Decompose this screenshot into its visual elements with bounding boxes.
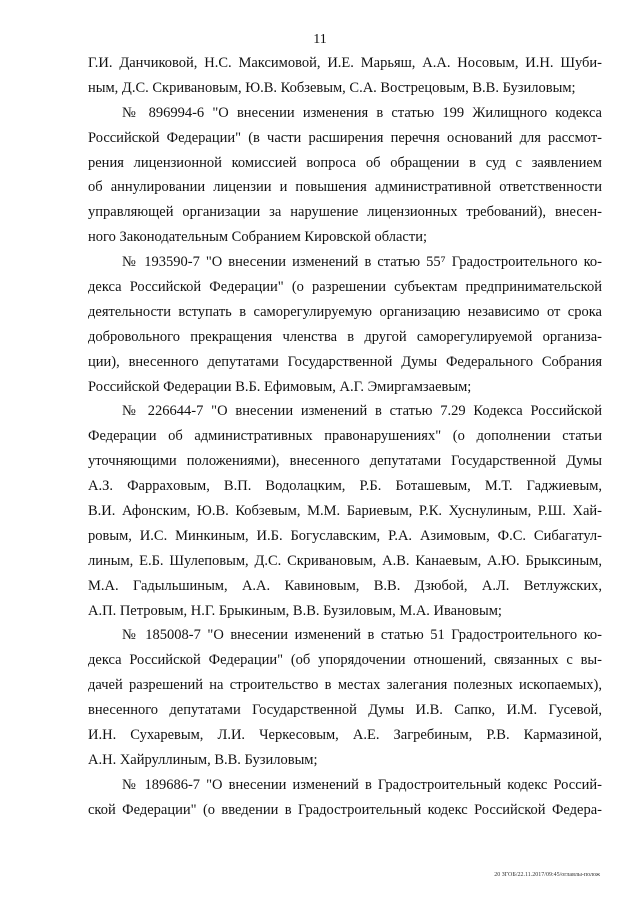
text-line: ской Федерации" (о введении в Градостроительный кодекс Российской Федера- xyxy=(88,801,602,818)
text-line: ровым, И.С. Минкиным, И.Б. Богуславским, Р.А. Азимовым, Ф.С. Сибагатул- xyxy=(88,527,602,544)
text-line: ного Законодательным Собранием Кировской области; xyxy=(88,229,427,246)
text-line: № 896994-6 "О внесении изменения в статью 199 Жилищного кодекса xyxy=(122,104,602,121)
page-number: 11 xyxy=(313,32,327,47)
text-line: декса Российской Федерации" (об упорядочении отношений, связанных с вы- xyxy=(88,652,602,669)
text-line: ным, Д.С. Скривановым, Ю.В. Кобзевым, С.А. Вострецовым, В.В. Бузиловым; xyxy=(88,79,576,96)
text-line: Г.И. Данчиковой, Н.С. Максимовой, И.Е. Марьяш, А.А. Носовым, И.Н. Шуби- xyxy=(88,55,602,71)
text-line: Российской Федерации" (в части расширения перечня оснований для рассмот- xyxy=(88,129,602,146)
text-line: дачей разрешений на строительство в местах залегания полезных ископаемых), xyxy=(88,677,602,694)
text-line: ции), внесенного депутатами Государственной Думы Федерального Собрания xyxy=(88,353,602,370)
text-line: Федерации об административных правонарушениях" (о дополнении статьи xyxy=(88,428,602,445)
document-body xyxy=(88,51,602,823)
text-line: А.З. Фаррахoвым, В.П. Водолацким, Р.Б. Боташевым, М.Т. Гаджиевым, xyxy=(88,478,602,495)
text-line: управляющей организации за нарушение лицензионных требований), внесен- xyxy=(88,204,602,221)
text-line: № 193590-7 "О внесении изменений в статью 55⁷ Градостроительного ко- xyxy=(122,254,602,271)
text-line: внесенного депутатами Государственной Думы И.В. Сапко, И.М. Гусевой, xyxy=(88,702,602,719)
text-line: добровольного прекращения членства в другой саморегулируемой организа- xyxy=(88,328,602,345)
text-line: А.П. Петровым, Н.Г. Брыкиным, В.В. Бузиловым, М.А. Ивановым; xyxy=(88,602,502,619)
text-line: № 189686-7 "О внесении изменений в Градостроительный кодекс Россий- xyxy=(122,776,602,793)
text-line: № 226644-7 "О внесении изменений в статью 7.29 Кодекса Российской xyxy=(122,403,602,420)
text-line: № 185008-7 "О внесении изменений в статью 51 Градостроительного ко- xyxy=(122,627,602,644)
text-line: И.Н. Сухаревым, Л.И. Черкесовым, А.Е. Загребиным, Р.В. Кармазиной, xyxy=(88,727,602,744)
text-line: декса Российской Федерации" (о разрешении субъектам предпринимательской xyxy=(88,279,602,296)
text-line: А.Н. Хайруллиным, В.В. Бузиловым; xyxy=(88,751,318,768)
text-line: об аннулировании лицензии и повышения административной ответственности xyxy=(88,179,602,196)
text-line: М.А. Гадыльшиным, А.А. Кавиновым, В.В. Дзюбой, А.Л. Ветлужских, xyxy=(88,577,602,594)
text-line: рения лицензионной комиссией вопроса об обращении в суд с заявлением xyxy=(88,154,602,171)
text-line: линым, Е.Б. Шулеповым, Д.С. Скривановым, А.В. Канаевым, А.Ю. Брыксиным, xyxy=(88,552,602,569)
text-line: уточняющими положениями), внесенного депутатами Государственной Думы xyxy=(88,453,602,470)
text-line: деятельности вступать в саморегулируемую организацию независимо от срока xyxy=(88,303,602,320)
text-line: Российской Федерации В.Б. Ефимовым, А.Г. Эмиргамзаевым; xyxy=(88,378,472,395)
footer-code: 20 ЗГОБ/22.11.2017/09:45/оглавлы-полож xyxy=(494,872,600,878)
text-line: В.И. Афонским, Ю.В. Кобзевым, М.М. Бариевым, Р.К. Хуснулиным, Р.Ш. Хай- xyxy=(88,503,602,520)
